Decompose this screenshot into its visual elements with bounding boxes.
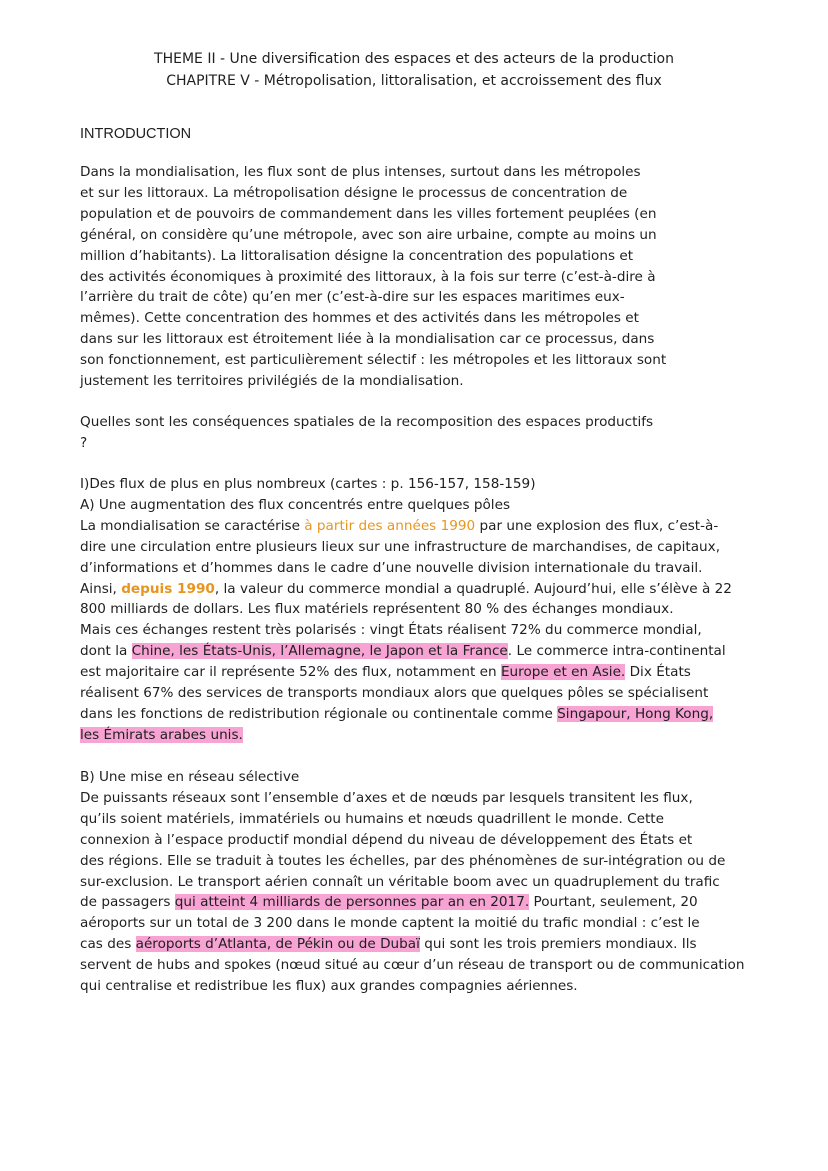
text-run: mêmes). Cette concentration des hommes et des activités dans les métropoles et <box>80 310 639 327</box>
text-run: . Le <box>168 873 198 890</box>
text-run: qui centralise et redistribue les flux) aux <box>80 978 360 995</box>
bold-text: sélectif <box>367 352 416 369</box>
text-line <box>80 162 750 183</box>
text-run: , surtout dans les <box>441 164 564 180</box>
text-run: justement les <box>80 373 177 390</box>
highlighted-text: Chine, les États-Unis, l’Allemagne, le Japon et la France <box>131 643 508 660</box>
text-run: : <box>356 622 370 639</box>
bold-text: puissants réseaux sont l’ensemble d’axes et de nœuds <box>103 789 478 806</box>
bold-text: Quelles sont les conséquences spatiales de la recomposition des espaces productifs <box>80 414 654 430</box>
text-line <box>80 225 750 246</box>
text-run: représentent <box>368 601 465 618</box>
text-run: e comme <box>489 705 558 722</box>
bold-text: million d’habitant <box>80 247 200 264</box>
text-line <box>80 204 750 225</box>
text-line <box>80 913 750 934</box>
bold-text: traduit à toutes les échelle <box>215 852 398 869</box>
chapter-title: CHAPITRE V - Métropolisation, littoralisation, et accroissement des flux <box>166 73 662 89</box>
text-run: est <box>80 664 106 681</box>
text-run: s, par des <box>397 852 469 869</box>
bold-text: métropole <box>283 226 353 243</box>
text-run: Aujourd’hui, elle s’élève à 22 <box>529 580 732 597</box>
page-header <box>0 48 828 92</box>
bold-text: aire urbaine <box>426 226 509 243</box>
bold-text: quadruplement du trafic <box>553 873 720 890</box>
text-line <box>80 641 750 662</box>
text-run: (c’est-à-dire à <box>556 268 656 285</box>
bold-text: trois premiers mondiaux. <box>506 936 678 953</box>
introduction-heading: INTRODUCTION <box>80 126 192 142</box>
highlighted-text: les Émirats arabes unis. <box>80 726 243 743</box>
bold-text: est <box>224 352 246 369</box>
text-line <box>80 267 750 288</box>
text-line <box>80 474 750 495</box>
text-line <box>80 287 750 308</box>
bold-text: commerce intra-continental <box>536 643 726 660</box>
text-run: Ils <box>677 936 697 953</box>
text-run: l, <box>693 622 702 639</box>
text-line <box>80 350 750 371</box>
text-line <box>80 872 750 893</box>
bold-text: grandes compagnies aériennes. <box>359 978 578 995</box>
text-run: , avec son <box>352 226 427 243</box>
text-run: son fonctionnement, <box>80 352 225 369</box>
text-run: l’arrière du trait de côte) <box>80 289 253 306</box>
text-line <box>80 892 750 913</box>
text-line <box>80 809 750 830</box>
text-line <box>80 412 750 433</box>
bold-text: phénomènes de sur-intégration <box>468 852 683 869</box>
bold-text: population et de pouvoirs de commandement dans les villes fortement peuplées <box>80 205 630 222</box>
bold-text: A) Une augmentation des flux concentrés entre quelques pôles <box>80 496 511 513</box>
highlighted-text: Singapour, Hong Kong, <box>557 705 714 722</box>
theme-title: THEME II - Une diversification des espaces et des acteurs de la production <box>154 51 674 67</box>
text-run: restent <box>207 622 265 639</box>
text-line <box>80 371 750 392</box>
text-run: sont <box>632 352 667 369</box>
bold-text: ? <box>80 434 88 451</box>
text-run: . Cette <box>618 810 665 827</box>
text-run: et <box>403 810 426 827</box>
bold-text: connexion à l’espace productif mondial dépend du niveau de développement des États et <box>80 831 693 848</box>
bold-text: littoraux <box>575 352 633 369</box>
section-b-reseau <box>80 767 750 997</box>
text-run: désigne le <box>339 184 419 201</box>
text-run: 800 milliards de dollars. <box>80 601 248 618</box>
text-run: par une <box>475 517 537 534</box>
bold-text: métropoles <box>452 352 530 369</box>
bold-text: mondialisation <box>100 517 201 534</box>
bold-text: B) Une mise en réseau sélective <box>80 769 300 785</box>
text-run: . La <box>204 184 234 201</box>
bold-text: fonctions de redistribution régionale ou continental <box>140 705 490 722</box>
bold-text: hubs and spokes <box>157 957 272 974</box>
bold-text: majoritaire <box>105 664 180 681</box>
text-run: car il représente <box>179 664 300 681</box>
bold-text: très polarisés <box>265 622 357 639</box>
text-line <box>80 433 750 454</box>
bold-text: processus de concentration de <box>418 184 628 201</box>
text-line <box>80 851 750 872</box>
highlighted-text: qui atteint 4 milliards de personnes par an en 2017. <box>174 894 530 911</box>
text-run: général, on considère qu’une <box>80 226 284 243</box>
text-run: dont la <box>80 643 132 660</box>
bold-text: liée à la mondialisation <box>337 331 495 348</box>
text-run: se caractérise <box>200 517 305 534</box>
text-line <box>80 579 750 600</box>
text-line <box>80 537 750 558</box>
text-run: Ainsi, <box>80 580 122 597</box>
text-line <box>80 976 750 997</box>
text-run: dans sur les littoraux est étroitement <box>80 331 338 348</box>
bold-text: des activités économiques à proximité des littoraux, à la fois sur terre <box>80 268 557 285</box>
bold-text: échanges <box>142 622 208 639</box>
bold-text: qu’en mer <box>252 289 323 306</box>
text-line <box>80 704 750 725</box>
bold-text: nœuds quadrillent le monde <box>425 810 619 827</box>
text-run: dans le cadre d’ <box>272 559 386 576</box>
text-run: : c’est le <box>637 915 700 932</box>
text-run: servent de <box>80 957 158 974</box>
bold-text: uelques pôles se spécialisen <box>509 685 703 702</box>
text-run: , dans <box>613 331 655 348</box>
text-run: (c’est-à-dire sur les espaces maritimes eux- <box>322 289 625 306</box>
bold-text: valeur du commerce mondial a quadruplé. <box>239 580 530 597</box>
text-line <box>80 725 750 746</box>
text-run: désigne la <box>330 247 409 264</box>
bold-text: sur-exclusion <box>80 873 169 890</box>
text-run: s). La <box>199 247 241 264</box>
text-line <box>80 599 750 620</box>
text-line <box>80 329 750 350</box>
text-run: Pourtant, seulement, 2 <box>529 894 690 911</box>
text-run: dire une <box>80 538 141 555</box>
text-line <box>80 662 750 683</box>
text-run: . Le <box>507 643 537 660</box>
bold-text: métropolisation <box>233 184 340 201</box>
bold-text: littoraux <box>147 184 205 201</box>
text-line <box>80 620 750 641</box>
text-line <box>80 558 750 579</box>
text-line <box>80 246 750 267</box>
text-run: , compte au moins un <box>508 226 657 243</box>
text-run: particulièrement <box>245 352 368 369</box>
text-run: , notamment en <box>387 664 501 681</box>
text-line <box>80 955 750 976</box>
bold-text: 0 <box>689 894 698 911</box>
text-run: et sur les <box>80 184 148 201</box>
text-run: De <box>80 789 104 806</box>
text-line <box>80 495 750 516</box>
text-run: , <box>688 789 693 806</box>
text-run: cas des <box>80 936 136 953</box>
text-run: (nœud situé au cœur d’un réseau de transport ou de communication <box>271 957 745 974</box>
text-run: qu’ils soient <box>80 810 167 827</box>
text-line <box>80 183 750 204</box>
bold-text: 80 % des échanges mondiaux. <box>464 601 674 618</box>
bold-text: processus <box>545 331 614 348</box>
bold-text: de passagers <box>80 894 171 911</box>
text-run: avec un <box>491 873 554 890</box>
bold-text: 52% des flux <box>299 664 388 681</box>
text-run: Dans la mondialisation, les <box>80 164 268 180</box>
text-run: Mais ces <box>80 622 143 639</box>
highlighted-text: aéroports d’Atlanta, de Pékin ou de Dubaï <box>135 936 420 953</box>
bold-text: explosion des flux <box>536 517 659 534</box>
text-run: t <box>702 685 709 702</box>
bold-text: territoires privilégiés de la mondialisation. <box>176 373 464 390</box>
bold-text: littoralisation <box>240 247 331 264</box>
section-1-flux <box>80 474 750 746</box>
bold-text: des régions <box>80 852 159 869</box>
text-run: (en <box>629 205 657 222</box>
text-run: qui sont les <box>419 936 507 953</box>
text-run: ou de <box>682 852 726 869</box>
bold-text: matériels, immatériels ou humains <box>166 810 404 827</box>
text-line <box>80 516 750 537</box>
bold-text: circulation entre plusieurs lieux sur une infrastructure de marchandises, de capitaux, <box>140 538 721 555</box>
text-run: et les <box>529 352 576 369</box>
problematic-question <box>80 412 750 454</box>
text-line <box>80 830 750 851</box>
text-run: x alors que q <box>421 685 510 702</box>
bold-text: I)Des flux de plus en plus nombreux (cartes : p. 156-157, 158-159) <box>80 476 536 492</box>
bold-text: flux sont de plus intenses <box>267 164 442 180</box>
text-line <box>80 788 750 809</box>
text-line <box>80 934 750 955</box>
bold-text: concentration des populations et <box>408 247 634 264</box>
text-line <box>80 308 750 329</box>
text-line <box>80 767 750 788</box>
colored-text: à partir des années 1990 <box>304 517 476 534</box>
text-run: car ce <box>494 331 546 348</box>
text-run: . Elle se <box>158 852 216 869</box>
text-run: : les <box>416 352 453 369</box>
text-run: par lesquels <box>477 789 570 806</box>
text-run: , la <box>214 580 240 597</box>
text-run: , c’est-à- <box>658 517 719 534</box>
colored-text: depuis 1990 <box>121 580 215 597</box>
bold-text: véritable boom <box>388 873 492 890</box>
text-run: réalisent <box>80 685 144 702</box>
bold-text: vingt États réalisent 72% du commerce mondia <box>369 622 694 639</box>
bold-text: Les flux matériels <box>247 601 369 618</box>
text-run: La <box>80 517 101 534</box>
bold-text: une nouvelle division internationale du travail. <box>385 559 703 576</box>
bold-text: métropoles <box>563 164 641 180</box>
bold-text: d’informations et d’hommes <box>80 559 273 576</box>
bold-text: transport aérien <box>197 873 308 890</box>
bold-text: 67% des services de transports mondiau <box>143 685 422 702</box>
bold-text: transitent les flux <box>569 789 689 806</box>
bold-text: Dix États <box>629 664 691 681</box>
highlighted-text: Europe et en Asie. <box>500 664 626 681</box>
text-run: connaît un <box>307 873 389 890</box>
introduction-paragraph <box>80 162 750 392</box>
text-line <box>80 683 750 704</box>
text-run: dans les <box>80 705 141 722</box>
bold-text: aéroports sur un total de 3 200 dans le monde captent la moitié du trafic mondial <box>80 915 638 932</box>
